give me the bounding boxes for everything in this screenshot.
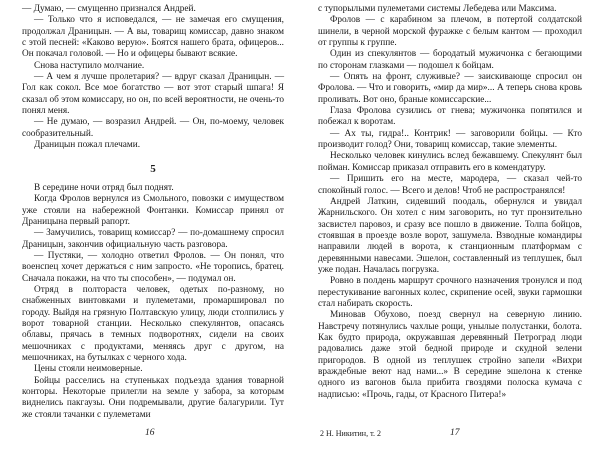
paragraph: — Думаю, — смущенно признался Андрей. [22, 4, 196, 14]
paragraph: Миновав Обухово, поезд свернул на северную линию. Навстречу потянулись чахлые рощи, унылые полустанки, болота. Как будто природа, окружавшая деревянный Петроград люди радовались даже этой бедной природе и скудной зелени пригородов. В одной из теплушек стройно запели «Вихри враждебные веют над нами...» В середине эшелона к стенке одного из вагонов была прибита гвоздями полоска кумача с надписью: «Прочь, гады, от Красного Питера!» [318, 310, 582, 400]
left-page [22, 4, 284, 421]
paragraph: — Пришить его на месте, мародера, — сказал чей-то спокойный голос. — Всего и делов! Чтоб не распространялся! [318, 174, 582, 196]
paragraph: — Пустяки, — холодно ответил Фролов. — Он понял, что военспец хочет держаться с ним запросто. «Не торопись, братец. Сначала покажи, на что ты способен», — подумал он. [22, 250, 284, 284]
left-page-text-bottom [22, 183, 284, 421]
paragraph: — Не думаю, — возразил Андрей. — Он, по-моему, человек сообразительный. [22, 117, 284, 139]
chapter-heading: 5 [150, 163, 156, 176]
printer-signature: 2 Н. Никитин, т. 2 [320, 429, 381, 438]
paragraph: Фролов — с карабином за плечом, в потертой солдатской шинели, в черной морской фуражке с белым кантом — проходил от группы к группе. [318, 15, 582, 49]
paragraph: — Замучились, товарищ комиссар? — по-домашнему спросил Драницын, закончив официальную часть разговора. [22, 228, 284, 250]
paragraph: Отряд в полтораста человек, одетых по-разному, но снабженных винтовками и пулеметами, промаршировал по городу. Выйдя на грязную Полтавскую улицу, люди столпились у ворот товарной станции. Несколько спекулянтов, опасаясь облавы, прячась в темных подворотнях, сидели на своих мешочниках с продуктами, меняясь друг с другом, на мешочниках, на бутылках с черного хода. [22, 284, 284, 363]
paragraph: Ровно в полдень маршрут срочного назначения тронулся и под перестукивание вагонных колес, скрипение осей, звуки гармошки стал набирать скорость. [318, 276, 582, 309]
paragraph: В середине ночи отряд был поднят. [34, 182, 174, 193]
paragraph: Глаза Фролова сузились от гнева; мужичонка попятился и побежал к воротам. [318, 106, 582, 128]
paragraph: Когда Фролов вернулся из Смольного, повозки с имуществом уже стояли на набережной Фонтанки. Комиссар принял от Драницына первый рапорт. [22, 194, 284, 227]
paragraph: Несколько человек кинулись вслед бежавшему. Спекулянт был пойман. Комиссар приказал отправить его в комендатуру. [318, 151, 582, 173]
paragraph: — Ах ты, гидра!.. Контрик! — заговорили бойцы. — Кто производит голод? Они, товарищ комиссар, такие элементы. [318, 128, 582, 151]
paragraph: Андрей Латкин, сидевший поодаль, обернулся и увидал Жарнильского. Он хотел с ним заговорить, но тут пронзительно засвистел паровоз, и сразу все пошло в движение. Толпа бойцов, стоявшая в проезде возле ворот, зашумела. Взводные командиры направили людей в ворота, к станционным платформам с деревянными навесами. Эшелон, составленный из теплушек, был уже подан. Началась погрузка. [318, 196, 582, 275]
paragraph: Драницын пожал плечами. [34, 140, 141, 151]
paragraph: — Опять на фронт, служивые? — заискивающе спросил он Фролова. — Что и говорить, «мир да мир»... А теперь снова кровь проливать. Вот оно, браные комиссарские... [318, 72, 582, 105]
paragraph: Цены стояли неимоверные. [34, 364, 143, 375]
paragraph: Снова наступило молчание. [34, 60, 145, 71]
paragraph: Бойцы расселись на ступеньках подъезда здания товарной конторы. Некоторые прилегли на земле у забора, за которым виднелись пакгаузы. Они подремывали, другие балагурили. Тут же стояли тачанки с пулеметами [22, 375, 284, 420]
left-page-text-top [22, 4, 284, 151]
paragraph: — Только что я исповедался, — не замечая его смущения, продолжал Драницын. — А вы, товарищ комиссар, давно знаком с этой песней: «Каково верую». Боятся нашего брата, офицеров... Он покачал головой. — Но и офицеры бывают всякие. [22, 15, 284, 60]
paragraph: — А чем я лучше пролетария? — вдруг сказал Драницын. — Гол как сокол. Все мое богатство — вот этот старый шпага! Я сказал об этом комиссару, но он, по всей вероятности, не очень-то понял меня. [22, 72, 284, 117]
page-number-left: 16 [145, 428, 155, 438]
page-number-right: 17 [450, 428, 460, 438]
right-page [318, 4, 582, 401]
paragraph: с тупорылыми пулеметами системы Лебедева или Максима. [318, 4, 557, 14]
paragraph: Один из спекулянтов — бородатый мужичонка с бегающими по сторонам глазками — подошел к бойцам. [318, 49, 582, 71]
